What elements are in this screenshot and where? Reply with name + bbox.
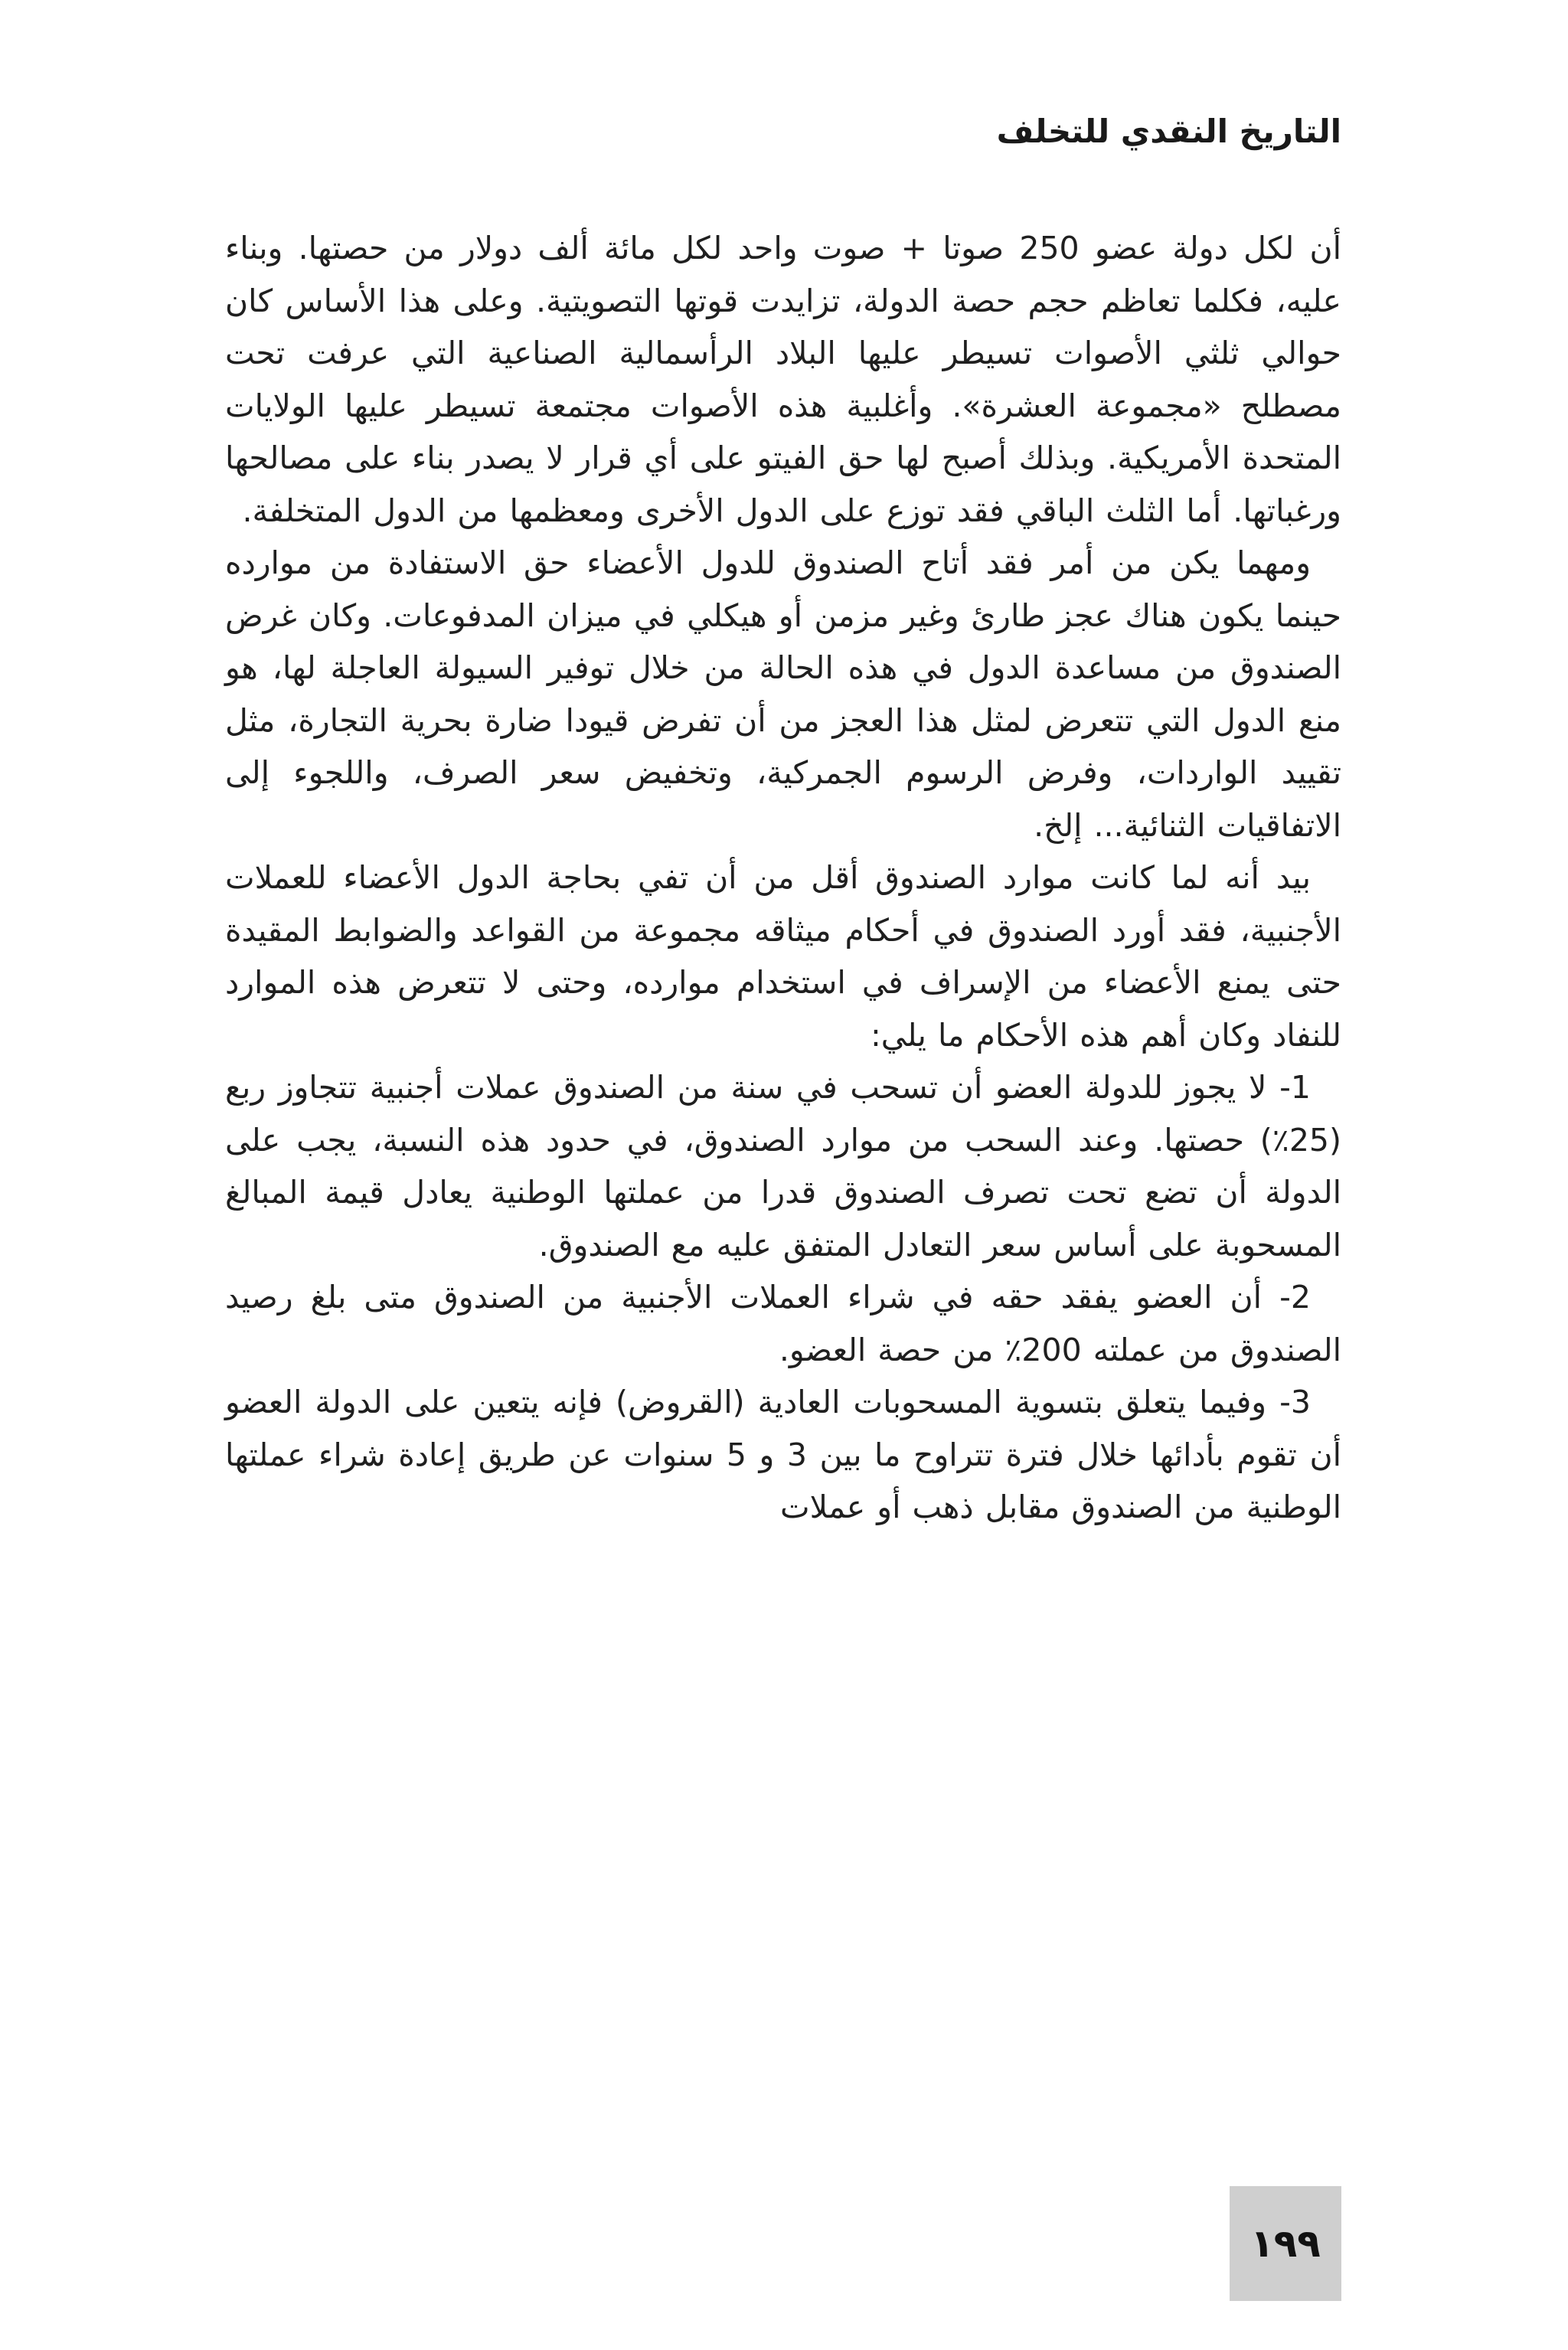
page-number-box [1230, 2186, 1341, 2301]
paragraph-rule-1: 1- لا يجوز للدولة العضو أن تسحب في سنة من الصندوق عملات أجنبية تتجاوز ربع (25٪) حصتها. وعند السحب من موارد الصندوق، في حدود هذه النسبة، يجب على الدولة أن تضع تحت تصرف الصندوق قدرا من عملتها الوطنية يعادل قيمة المبالغ المسحوبة على أساس سعر التعادل المتفق عليه مع الصندوق. [225, 1069, 1341, 1263]
body-text [225, 222, 1341, 1534]
paragraph-rule-2: 2- أن العضو يفقد حقه في شراء العملات الأجنبية من الصندوق متى بلغ رصيد الصندوق من عملته 200٪ من حصة العضو. [225, 1279, 1341, 1368]
running-header-title: التاريخ النقدي للتخلف [996, 113, 1341, 150]
paragraph-rule-3: 3- وفيما يتعلق بتسوية المسحوبات العادية (القروض) فإنه يتعين على الدولة العضو أن تقوم بأدائها خلال فترة تتراوح ما بين 3 و 5 سنوات عن طريق إعادة شراء عملتها الوطنية من الصندوق مقابل ذهب أو عملات [225, 1384, 1341, 1525]
paragraph-restrictions-intro: بيد أنه لما كانت موارد الصندوق أقل من أن تفي بحاجة الدول الأعضاء للعملات الأجنبية، فقد أورد الصندوق في أحكام ميثاقه مجموعة من القواعد والضوابط المقيدة حتى يمنع الأعضاء من الإسراف في استخدام موارده، وحتى لا تتعرض هذه الموارد للنفاد وكان أهم هذه الأحكام ما يلي: [225, 859, 1341, 1054]
page-number: ١٩٩ [1250, 2221, 1321, 2266]
paragraph-voting-power: أن لكل دولة عضو 250 صوتا + صوت واحد لكل مائة ألف دولار من حصتها. وبناء عليه، فكلما تعاظم حجم حصة الدولة، تزايدت قوتها التصويتية. وعلى هذا الأساس كان حوالي ثلثي الأصوات تسيطر عليها البلاد الرأسمالية الصناعية التي عرفت تحت مصطلح «مجموعة العشرة». وأغلبية هذه الأصوات مجتمعة تسيطر عليها الولايات المتحدة الأمريكية. وبذلك أصبح لها حق الفيتو على أي قرار لا يصدر بناء على مصالحها ورغباتها. أما الثلث الباقي فقد توزع على الدول الأخرى ومعظمها من الدول المتخلفة. [225, 230, 1342, 529]
paragraph-fund-resources: ومهما يكن من أمر فقد أتاح الصندوق للدول الأعضاء حق الاستفادة من موارده حينما يكون هناك عجز طارئ وغير مزمن أو هيكلي في ميزان المدفوعات. وكان غرض الصندوق من مساعدة الدول في هذه الحالة من خلال توفير السيولة العاجلة لها، هو منع الدول التي تتعرض لمثل هذا العجز من أن تفرض قيودا ضارة بحرية التجارة، مثل تقييد الواردات، وفرض الرسوم الجمركية، وتخفيض سعر الصرف، واللجوء إلى الاتفاقيات الثنائية... إلخ. [225, 544, 1341, 844]
